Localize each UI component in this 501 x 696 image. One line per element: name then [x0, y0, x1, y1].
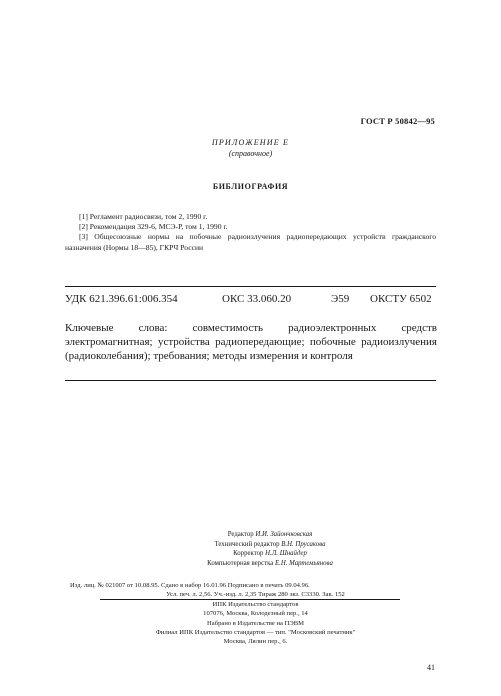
okstu-code: ОКСТУ 6502: [370, 293, 432, 305]
publication-line: Филиал ИПК Издательство стандартов — тип. "Московский печатник": [155, 629, 356, 637]
oks-code: ОКС 33.060.20: [222, 293, 292, 305]
annex-subtitle: (справочное): [228, 149, 273, 158]
keywords-paragraph: Ключевые слова: совместимость радиоэлектронных средств электромагнитная; устройства радиопередающие; побочные радиоизлучения (радиоколебания); требования; методы измерения и контроля: [65, 322, 437, 362]
divider-top: [65, 286, 436, 287]
annex-title: ПРИЛОЖЕНИЕ Е: [211, 138, 290, 147]
bibliography-item: [1] Регламент радиосвязи, том 2, 1990 г.: [79, 212, 208, 221]
publication-info: [70, 581, 441, 647]
staff-line: Технический редактор В.Н. Прусакова: [214, 540, 326, 548]
staff-credits: [150, 530, 390, 568]
publication-line: Усл. печ. л. 2,56. Уч.-изд. л. 2,35 Тираж 280 экз. С3330. Зак. 152: [166, 591, 345, 599]
bibliography-item: [3] Общесоюзные нормы на побочные радиоизлучения радиопередающих устройств гражданского назначения (Нормы 18—85), ГКРЧ России: [65, 232, 436, 252]
publication-line: Москва, Лялин пер., 6.: [223, 638, 288, 646]
publication-line: Набрано в Издательстве на ПЭВМ: [207, 619, 304, 627]
page-number: 41: [427, 663, 435, 672]
bibliography-title: БИБЛИОГРАФИЯ: [212, 182, 289, 191]
udk-code: УДК 621.396.61:006.354: [65, 293, 178, 305]
bibliography-item: [2] Рекомендация 329-6, МСЭ-Р, том 1, 1990 г.: [79, 222, 228, 232]
publication-line: 107076, Москва, Колодезный пер., 14: [203, 610, 308, 618]
staff-line: Корректор Н.Л. Шнайдер: [233, 550, 307, 558]
publication-divider: [100, 599, 400, 600]
publication-line: Изд. лиц. № 021007 от 10.08.95. Сдано в набор 16.01.96 Подписано в печать 09.04.96.: [70, 582, 310, 589]
divider-bottom: [65, 380, 436, 381]
e-code: Э59: [331, 293, 350, 305]
bibliography-list: [65, 212, 436, 253]
staff-line: Компьютерная верстка Е.Н. Мартемьянова: [207, 559, 333, 567]
staff-line: Редактор И.И. Зайончковская: [227, 531, 313, 538]
document-code: ГОСТ Р 50842—95: [360, 116, 435, 126]
publication-line: ИПК Издательство стандартов: [212, 600, 299, 608]
classification-row: [65, 293, 436, 309]
